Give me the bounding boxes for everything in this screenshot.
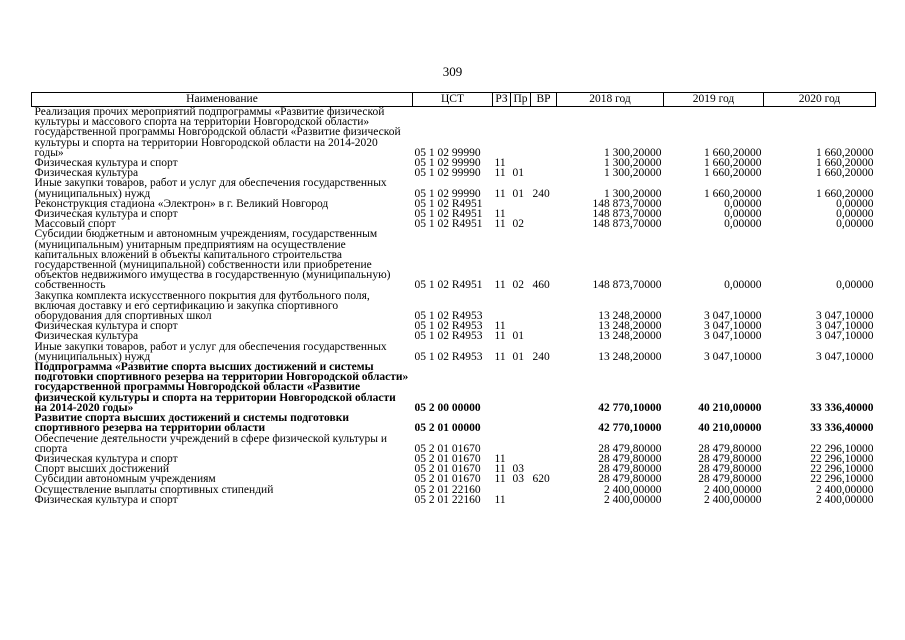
table-row <box>32 434 876 454</box>
row-rz: 11 <box>494 473 506 486</box>
row-rz <box>493 413 511 433</box>
row-name: Физическая культура <box>34 330 139 343</box>
row-pr <box>511 495 531 505</box>
row-rz: 11 <box>494 218 506 231</box>
row-name: Физическая культура и спорт <box>34 452 178 465</box>
row-value-2019: 3 047,10000 <box>704 310 762 323</box>
header-2018: 2018 год <box>557 93 664 107</box>
table-row <box>32 362 876 413</box>
table-row <box>32 474 876 484</box>
row-cst: 05 1 02 R4951 <box>414 218 483 231</box>
header-name: Наименование <box>32 93 413 107</box>
row-pr <box>511 291 531 322</box>
row-value-2018: 1 300,20000 <box>604 167 662 180</box>
row-value-2018: 13 248,20000 <box>598 320 662 333</box>
row-name: Реконструкция стадиона «Электрон» в г. Великий Новгород <box>34 197 329 210</box>
row-pr <box>511 362 531 413</box>
row-vr <box>531 168 557 178</box>
row-rz <box>493 107 511 159</box>
row-cst: 05 2 00 00000 <box>414 401 481 414</box>
row-value-2020: 22 296,10000 <box>810 463 874 476</box>
header-rz: РЗ <box>493 93 511 107</box>
row-value-2019: 0,00000 <box>724 279 762 292</box>
row-pr: 01 <box>512 330 524 343</box>
row-pr <box>511 199 531 209</box>
table-header-row <box>32 93 876 107</box>
row-value-2018: 42 770,10000 <box>598 422 662 435</box>
header-2020: 2020 год <box>764 93 876 107</box>
row-vr <box>531 331 557 341</box>
row-rz <box>493 291 511 322</box>
row-value-2018: 42 770,10000 <box>598 401 662 414</box>
row-pr: 01 <box>512 350 524 363</box>
header-vr: ВР <box>531 93 557 107</box>
row-name: Иные закупки товаров, работ и услуг для обеспечения государственных (муниципальных) нужд <box>34 340 387 363</box>
row-vr <box>531 362 557 413</box>
row-name: Подпрограмма «Развитие спорта высших достижений и системы подготовки спортивного резерва на территории Новгородской области» государственной программы Новгородской области «Развитие физической культуры и спорта на территории Новгородской области на 2014-2020 годы» <box>34 361 409 414</box>
row-pr: 01 <box>512 187 524 200</box>
row-rz: 11 <box>494 350 506 363</box>
row-value-2018: 28 479,80000 <box>598 473 662 486</box>
row-value-2019: 28 479,80000 <box>698 473 762 486</box>
row-value-2018: 148 873,70000 <box>592 218 662 231</box>
row-cst: 05 1 02 R4951 <box>414 208 483 221</box>
row-vr <box>531 434 557 454</box>
row-value-2018: 148 873,70000 <box>592 197 662 210</box>
row-vr <box>531 107 557 159</box>
row-value-2019: 40 210,00000 <box>698 401 762 414</box>
row-vr <box>531 291 557 322</box>
header-pr: Пр <box>511 93 531 107</box>
row-cst: 05 1 02 R4951 <box>414 197 483 210</box>
row-value-2020: 1 660,20000 <box>816 146 874 159</box>
row-value-2019: 0,00000 <box>724 218 762 231</box>
row-pr <box>511 107 531 159</box>
row-value-2019: 1 660,20000 <box>704 146 762 159</box>
row-pr <box>511 413 531 433</box>
row-cst: 05 1 02 R4951 <box>414 279 483 292</box>
row-value-2020: 0,00000 <box>836 208 874 221</box>
row-vr <box>531 495 557 505</box>
row-value-2019: 28 479,80000 <box>698 452 762 465</box>
row-cst: 05 2 01 22160 <box>414 483 481 496</box>
header-2019: 2019 год <box>664 93 764 107</box>
row-rz: 11 <box>494 320 506 333</box>
row-name: Физическая культура и спорт <box>34 320 178 333</box>
row-name: Массовый спорт <box>34 218 116 231</box>
row-vr <box>531 209 557 219</box>
row-pr: 02 <box>512 279 524 292</box>
table-row <box>32 107 876 159</box>
row-name: Реализация прочих мероприятий подпрограммы «Развитие физической культуры и массового спорта на территории Новгородской области» государственной программы Новгородской области «Развитие физической культуры и спорта на территории Новгородской области на 2014-2020 годы» <box>34 106 401 159</box>
row-vr <box>531 158 557 168</box>
row-value-2020: 22 296,10000 <box>810 442 874 455</box>
row-rz: 11 <box>494 279 506 292</box>
row-cst: 05 2 01 22160 <box>414 493 481 506</box>
row-name: Осуществление выплаты спортивных стипендий <box>34 483 274 496</box>
table-row <box>32 291 876 322</box>
row-value-2018: 148 873,70000 <box>592 208 662 221</box>
row-vr: 460 <box>532 279 550 292</box>
row-vr <box>531 413 557 433</box>
row-value-2020: 3 047,10000 <box>816 320 874 333</box>
row-value-2019: 0,00000 <box>724 197 762 210</box>
row-value-2018: 13 248,20000 <box>598 330 662 343</box>
row-vr: 240 <box>532 187 550 200</box>
row-cst: 05 2 01 00000 <box>414 422 481 435</box>
row-value-2019: 2 400,00000 <box>704 493 762 506</box>
row-rz: 11 <box>494 208 506 221</box>
row-value-2018: 1 300,20000 <box>604 187 662 200</box>
row-rz: 11 <box>494 452 506 465</box>
row-name: Физическая культура и спорт <box>34 493 178 506</box>
page-number: 309 <box>442 64 463 79</box>
row-pr: 01 <box>512 167 524 180</box>
table-body <box>32 107 876 505</box>
row-name: Физическая культура <box>34 167 139 180</box>
row-value-2018: 13 248,20000 <box>598 350 662 363</box>
budget-table <box>31 92 876 505</box>
table-row <box>32 413 876 433</box>
row-vr <box>531 199 557 209</box>
row-rz: 11 <box>494 187 506 200</box>
row-value-2019: 1 660,20000 <box>704 167 762 180</box>
table-row <box>32 495 876 505</box>
row-pr <box>511 434 531 454</box>
row-value-2019: 0,00000 <box>724 208 762 221</box>
row-value-2018: 28 479,80000 <box>598 442 662 455</box>
row-value-2020: 3 047,10000 <box>816 350 874 363</box>
row-name: Физическая культура и спорт <box>34 157 178 170</box>
row-cst: 05 2 01 01670 <box>414 452 481 465</box>
row-value-2018: 1 300,20000 <box>604 157 662 170</box>
row-value-2019: 3 047,10000 <box>704 350 762 363</box>
table-row <box>32 229 876 290</box>
row-value-2019: 28 479,80000 <box>698 463 762 476</box>
row-rz: 11 <box>494 463 506 476</box>
row-value-2020: 3 047,10000 <box>816 310 874 323</box>
row-value-2020: 2 400,00000 <box>816 493 874 506</box>
row-cst: 05 1 02 R4953 <box>414 320 483 333</box>
row-name: Спорт высших достижений <box>34 463 170 476</box>
row-value-2019: 28 479,80000 <box>698 442 762 455</box>
row-value-2019: 3 047,10000 <box>704 330 762 343</box>
row-value-2020: 1 660,20000 <box>816 157 874 170</box>
row-value-2020: 0,00000 <box>836 218 874 231</box>
row-rz <box>493 434 511 454</box>
row-value-2020: 3 047,10000 <box>816 330 874 343</box>
row-name: Обеспечение деятельности учреждений в сфере физической культуры и спорта <box>34 432 388 455</box>
row-value-2018: 2 400,00000 <box>604 483 662 496</box>
row-vr: 240 <box>532 350 550 363</box>
row-cst: 05 1 02 R4953 <box>414 350 483 363</box>
table-row <box>32 342 876 362</box>
row-cst: 05 2 01 01670 <box>414 442 481 455</box>
row-vr <box>531 219 557 229</box>
row-pr <box>511 485 531 495</box>
row-name: Физическая культура и спорт <box>34 208 178 221</box>
row-value-2020: 0,00000 <box>836 279 874 292</box>
row-value-2018: 2 400,00000 <box>604 493 662 506</box>
row-vr <box>531 321 557 331</box>
header-cst: ЦСТ <box>413 93 493 107</box>
row-rz <box>493 362 511 413</box>
row-cst: 05 2 01 01670 <box>414 473 481 486</box>
row-value-2020: 22 296,10000 <box>810 473 874 486</box>
row-cst: 05 2 01 01670 <box>414 463 481 476</box>
row-rz: 11 <box>494 330 506 343</box>
row-value-2020: 2 400,00000 <box>816 483 874 496</box>
row-value-2019: 40 210,00000 <box>698 422 762 435</box>
row-pr: 02 <box>512 218 524 231</box>
row-value-2020: 0,00000 <box>836 197 874 210</box>
row-name: Развитие спорта высших достижений и системы подготовки спортивного резерва на территории области <box>34 412 349 435</box>
row-value-2018: 1 300,20000 <box>604 146 662 159</box>
row-rz: 11 <box>494 157 506 170</box>
row-value-2018: 28 479,80000 <box>598 463 662 476</box>
row-vr: 620 <box>532 473 550 486</box>
row-cst: 05 1 02 R4953 <box>414 310 483 323</box>
row-value-2020: 1 660,20000 <box>816 187 874 200</box>
row-value-2020: 1 660,20000 <box>816 167 874 180</box>
row-pr: 03 <box>512 463 524 476</box>
row-name: Закупка комплекта искусственного покрытия для футбольного поля, включая доставку и его сертификацию и закупка спортивного оборудования для спортивных школ <box>34 289 370 323</box>
row-value-2018: 13 248,20000 <box>598 310 662 323</box>
row-value-2019: 1 660,20000 <box>704 157 762 170</box>
row-vr <box>531 454 557 464</box>
row-cst: 05 1 02 99990 <box>414 146 481 159</box>
row-value-2020: 33 336,40000 <box>810 401 874 414</box>
row-value-2020: 33 336,40000 <box>810 422 874 435</box>
row-name: Субсидии бюджетным и автономным учреждениям, государственным (муниципальным) унитарным предприятиям на осуществление капитальных вложений в объекты капитального строительства государственной (муниципальной) собственности или приобретение объектов недвижимого имущества в государственную (муниципальную) собственность <box>34 228 391 292</box>
row-value-2019: 3 047,10000 <box>704 320 762 333</box>
row-vr <box>531 485 557 495</box>
row-value-2019: 2 400,00000 <box>704 483 762 496</box>
row-value-2018: 28 479,80000 <box>598 452 662 465</box>
row-name: Иные закупки товаров, работ и услуг для обеспечения государственных (муниципальных) нужд <box>34 177 387 200</box>
row-cst: 05 1 02 99990 <box>414 187 481 200</box>
row-value-2019: 1 660,20000 <box>704 187 762 200</box>
row-value-2020: 22 296,10000 <box>810 452 874 465</box>
row-name: Субсидии автономным учреждениям <box>34 473 216 486</box>
row-rz: 11 <box>494 493 506 506</box>
row-rz: 11 <box>494 167 506 180</box>
row-value-2018: 148 873,70000 <box>592 279 662 292</box>
table-row <box>32 178 876 198</box>
row-pr: 03 <box>512 473 524 486</box>
row-cst: 05 1 02 R4953 <box>414 330 483 343</box>
row-cst: 05 1 02 99990 <box>414 167 481 180</box>
row-cst: 05 1 02 99990 <box>414 157 481 170</box>
